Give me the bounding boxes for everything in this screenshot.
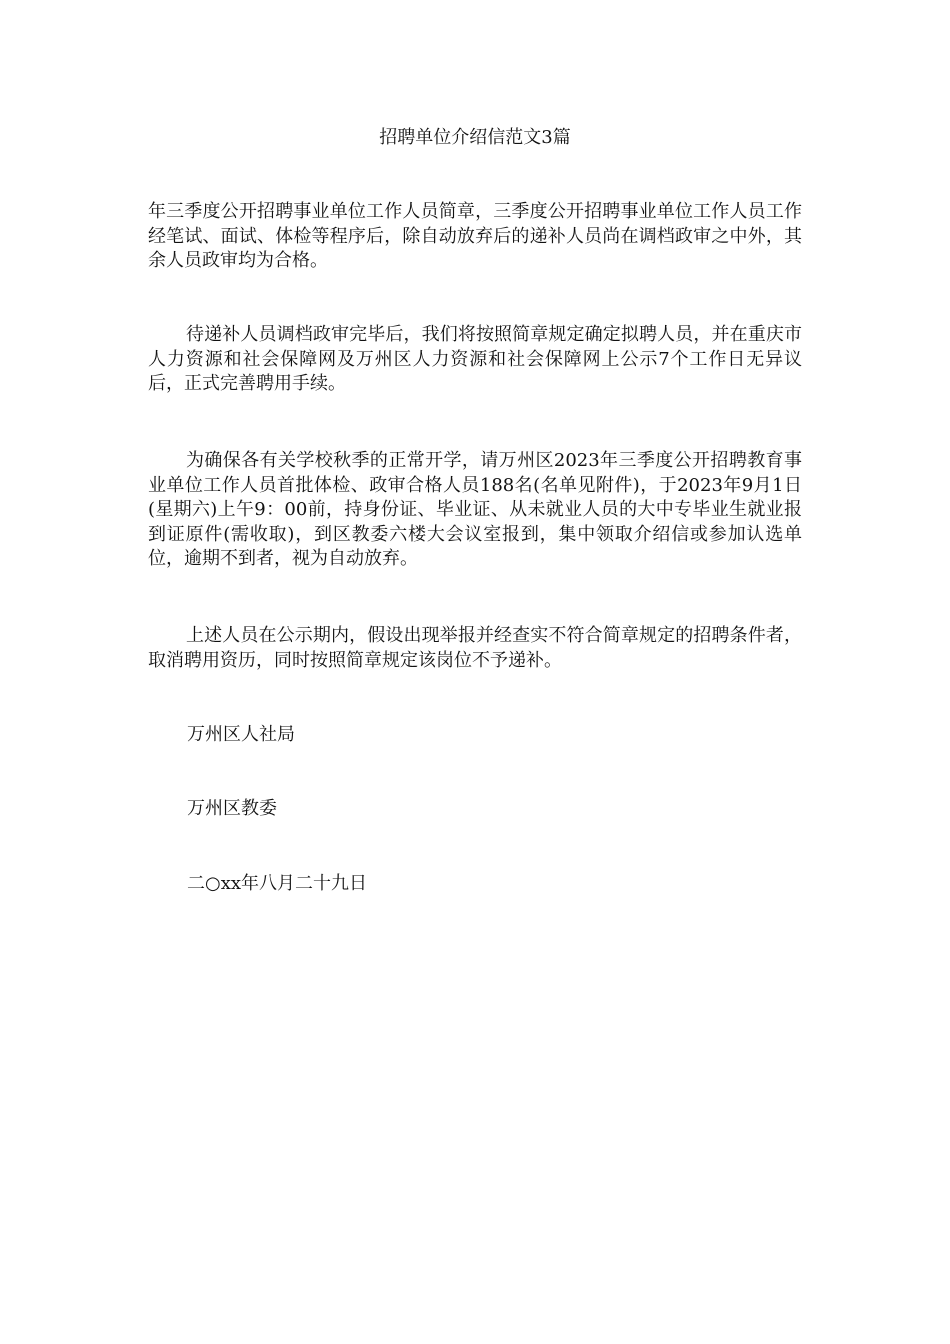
signature-education-committee: 万州区教委 (187, 798, 277, 819)
signature-date: 二○xx年八月二十九日 (187, 873, 368, 894)
paragraph-3: 为确保各有关学校秋季的正常开学，请万州区2023年三季度公开招聘教育事业单位工作人员首批体检、政审合格人员188名(名单见附件)，于2023年9月1日(星期六)上午9：00前，持身份证、毕业证、从未就业人员的大中专毕业生就业报到证原件(需收取)，到区教委六楼大会议室报到，集中领取介绍信或参加认选单位，逾期不到者，视为自动放弃。 (148, 450, 802, 569)
signature-hr-bureau: 万州区人社局 (187, 724, 295, 745)
paragraph-4: 上述人员在公示期内，假设出现举报并经查实不符合简章规定的招聘条件者，取消聘用资历，同时按照简章规定该岗位不予递补。 (148, 625, 802, 671)
paragraph-1: 年三季度公开招聘事业单位工作人员简章，三季度公开招聘事业单位工作人员工作经笔试、面试、体检等程序后，除自动放弃后的递补人员尚在调档政审之中外，其余人员政审均为合格。 (148, 201, 802, 271)
paragraph-2: 待递补人员调档政审完毕后，我们将按照简章规定确定拟聘人员，并在重庆市人力资源和社会保障网及万州区人力资源和社会保障网上公示7个工作日无异议后，正式完善聘用手续。 (148, 324, 802, 394)
document-title: 招聘单位介绍信范文3篇 (379, 127, 571, 148)
